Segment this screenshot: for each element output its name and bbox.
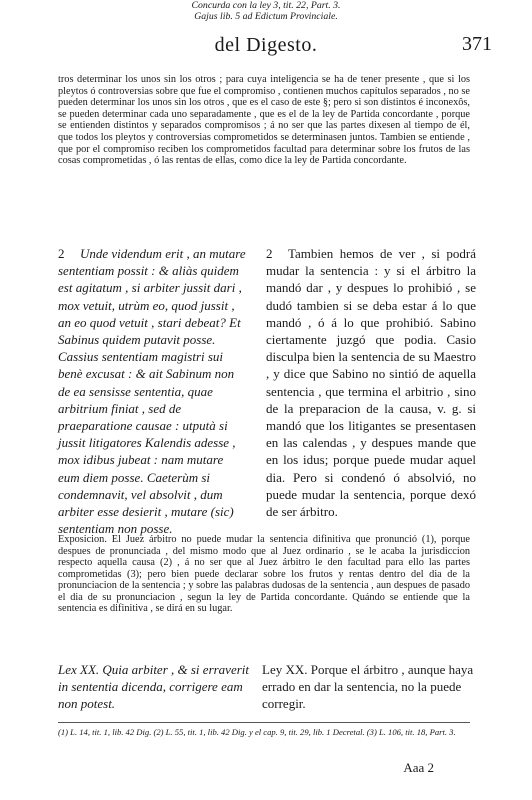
latin-paragraph	[58, 245, 248, 537]
lex-spanish-text: Ley XX. Porque el árbitro , aunque haya errado en dar la sentencia, no la puede corregir.	[262, 662, 474, 711]
lex-latin-text: Lex XX. Quia arbiter , & si erraverit in sententia dicenda, corrigere eam non potest.	[58, 662, 250, 711]
lex-latin	[58, 661, 253, 712]
footnotes: (1) L. 14, tit. 1, lib. 42 Dig. (2) L. 55, tit. 1, lib. 42 Dig. y el cap. 9, tit. 29, lib. 1 Decretal. (3) L. 106, tit. 18, Part. 3.	[58, 727, 456, 737]
source-citation: Gajus lib. 5 ad Edictum Provinciale.	[194, 11, 338, 22]
footnote-rule	[58, 722, 470, 723]
lex-spanish	[262, 661, 476, 712]
spanish-column	[266, 245, 476, 520]
paragraph-number: 2	[58, 246, 65, 261]
paragraph-number: 2	[266, 246, 273, 261]
intro-paragraph: tros determinar los unos sin los otros ; para cuya inteligencia se ha de tener presente , que si los pleytos ó controversias sobre que fue el compromiso , contienen muchos capítulos separados , no se pueden determinar los unos sin los otros , que es el caso de este §; pero si son distintos é inconexôs, se pueden determinar cada uno separadamente , que es el de la ley de Partida concordante , porque se entienden distintos y separados compromisos ; á no ser que las partes dixesen al tiempo de él, que todos los pleytos y controversias comprometidos se determinasen juntos. Tambien se entiende , que por el compromiso reciben los comprometidos facultad para determinar sobre los frutos de las cosas comprometidas , ó las rentas de ellas, como dice la ley de Partida concordante.	[58, 74, 470, 167]
page-number: 371	[462, 33, 492, 55]
concordance-note: Concurda con la ley 3, tit. 22, Part. 3.	[191, 0, 341, 11]
spanish-paragraph	[266, 245, 476, 520]
latin-column	[58, 245, 248, 537]
running-title: del Digesto.	[214, 34, 318, 56]
spanish-text: Tambien hemos de ver , si podrá mudar la sentencia : y si el árbitro la mandó dar , y despues lo prohibió , se dudó tambien si se deba estar á lo que mandó , ó á lo que prohibió. Sabino ciertamente juzgó que podia. Casio disculpa bien la sentencia de su Maestro , y dice que Sabino no sintió de aquella sentencia , que termina el arbitrio , sino de la preparacion de la causa, v. g. si mandó que los litigantes se presentasen en las calendas , y despues mande que en los idus; porque puede mudar aquel dia. Pero si condenó ó absolvió, no puede mudar la sentencia, porque dexó de ser árbitro.	[266, 246, 476, 520]
exposition-paragraph: Exposicion. El Juez árbitro no puede mudar la sentencia difinitiva que pronunció (1), porque despues de pronunciada , del mismo modo que al Juez ordinario , se le acaba la jurisdiccion respecto aquella causa (2) , á no ser que al Juez árbitro le den facultad para ello las partes comprometidas (3); pero bien puede declarar sobre los frutos y rentas dentro del dia de la pronunciacion de la sentencia ; y sobre las palabras dudosas de la sentencia , aun despues de pasado el dia de su pronunciacion , segun la ley de Partida concordante. Quándo se entiende que la sentencia es difinitiva , se dirá en su lugar.	[58, 534, 470, 614]
signature-mark: Aaa 2	[403, 760, 434, 775]
latin-text: Unde videndum erit , an mutare sententiam possit : & aliàs quidem est agitatum , si arbiter jussit dari , mox vetuit, utrùm eo, quod jussit , an eo quod vetuit , stari debeat? Et Sabinus quidem putavit posse. Cassius sententiam magistri sui benè excusat : & ait Sabinum non de ea sensisse sententia, quae arbitrium finiat , sed de praeparatione causae : utputà si jussit litigatores Kalendis adesse , mox idibus jubeat : nam mutare eum diem posse. Caeterùm si condemnavit, vel absolvit , dum arbiter esse desierit , mutare (sic) sententiam non posse.	[58, 246, 246, 537]
